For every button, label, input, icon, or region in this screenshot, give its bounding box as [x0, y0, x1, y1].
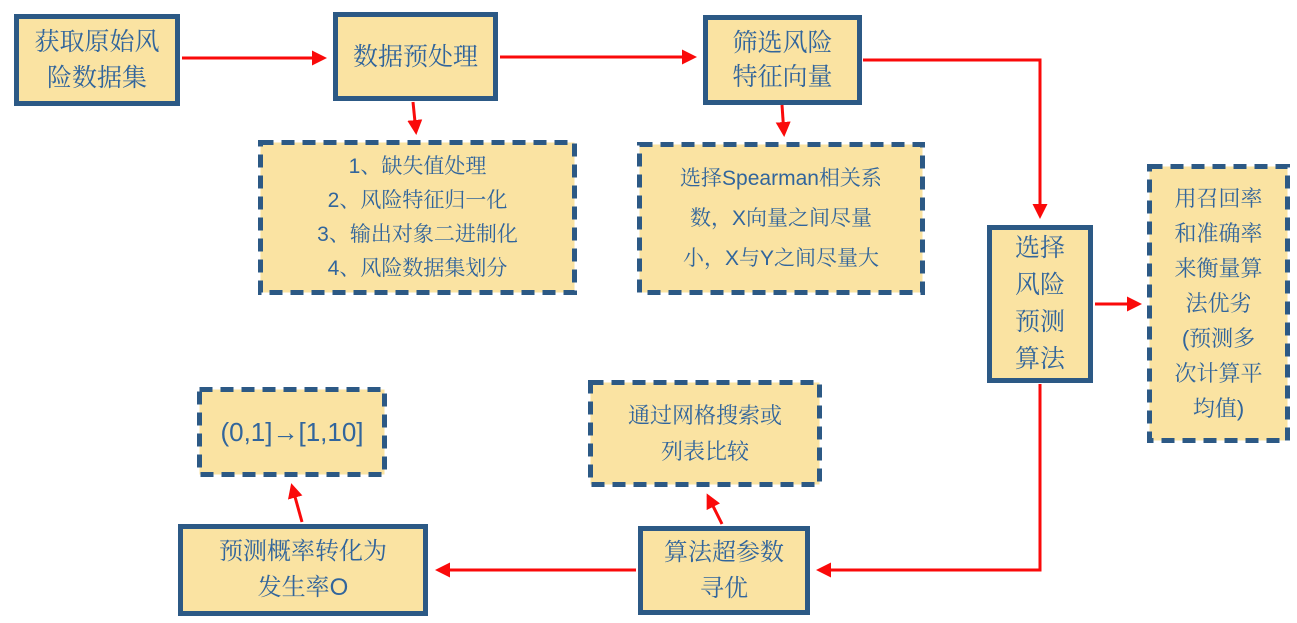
hyperparam-opt-label: 算法超参数 寻优	[664, 538, 784, 602]
select-algorithm-label: 选择 风险 预测 算法	[1014, 234, 1065, 373]
arrow-preprocess-to-steps	[413, 102, 416, 132]
arrow-probconvert-to-interval	[292, 486, 302, 522]
evaluate-note-box	[1150, 167, 1288, 441]
preprocess-steps-box	[261, 143, 575, 293]
arrow-feature-to-spearman	[782, 105, 784, 134]
prob-convert-box	[181, 527, 426, 614]
hyperparam-opt-box	[641, 529, 808, 613]
spearman-note-label: 选择Spearman相关系 数，X向量之间尽量 小，X与Y之间尽量大	[680, 166, 882, 270]
preprocess-steps-label: 1、缺失值处理 2、风险特征归一化 3、输出对象二进制化 4、风险数据集划分	[317, 154, 518, 280]
interval-map-note-box	[200, 390, 385, 475]
select-algorithm-box	[990, 228, 1091, 381]
data-preprocess-label: 数据预处理	[352, 42, 478, 71]
arrow-hyperparam-to-gridsearch	[708, 496, 722, 524]
data-preprocess-box	[336, 15, 496, 99]
interval-map-note-label: (0,1]→[1,10]	[220, 417, 364, 447]
prob-convert-label: 预测概率转化为 发生率O	[219, 538, 387, 601]
arrow-algorithm-to-hyperparam	[819, 384, 1040, 570]
evaluate-note-label: 用召回率 和准确率 来衡量算 法优劣 (预测多 次计算平 均值)	[1174, 186, 1263, 421]
feature-select-box	[706, 18, 860, 103]
acquire-dataset-box	[17, 17, 178, 104]
spearman-note-box	[640, 145, 923, 293]
grid-search-note-box	[591, 383, 820, 485]
feature-select-label: 筛选风险 特征向量	[732, 29, 833, 91]
acquire-dataset-label: 获取原始风 险数据集	[34, 28, 160, 92]
grid-search-note-label: 通过网格搜索或 列表比较	[627, 402, 782, 464]
